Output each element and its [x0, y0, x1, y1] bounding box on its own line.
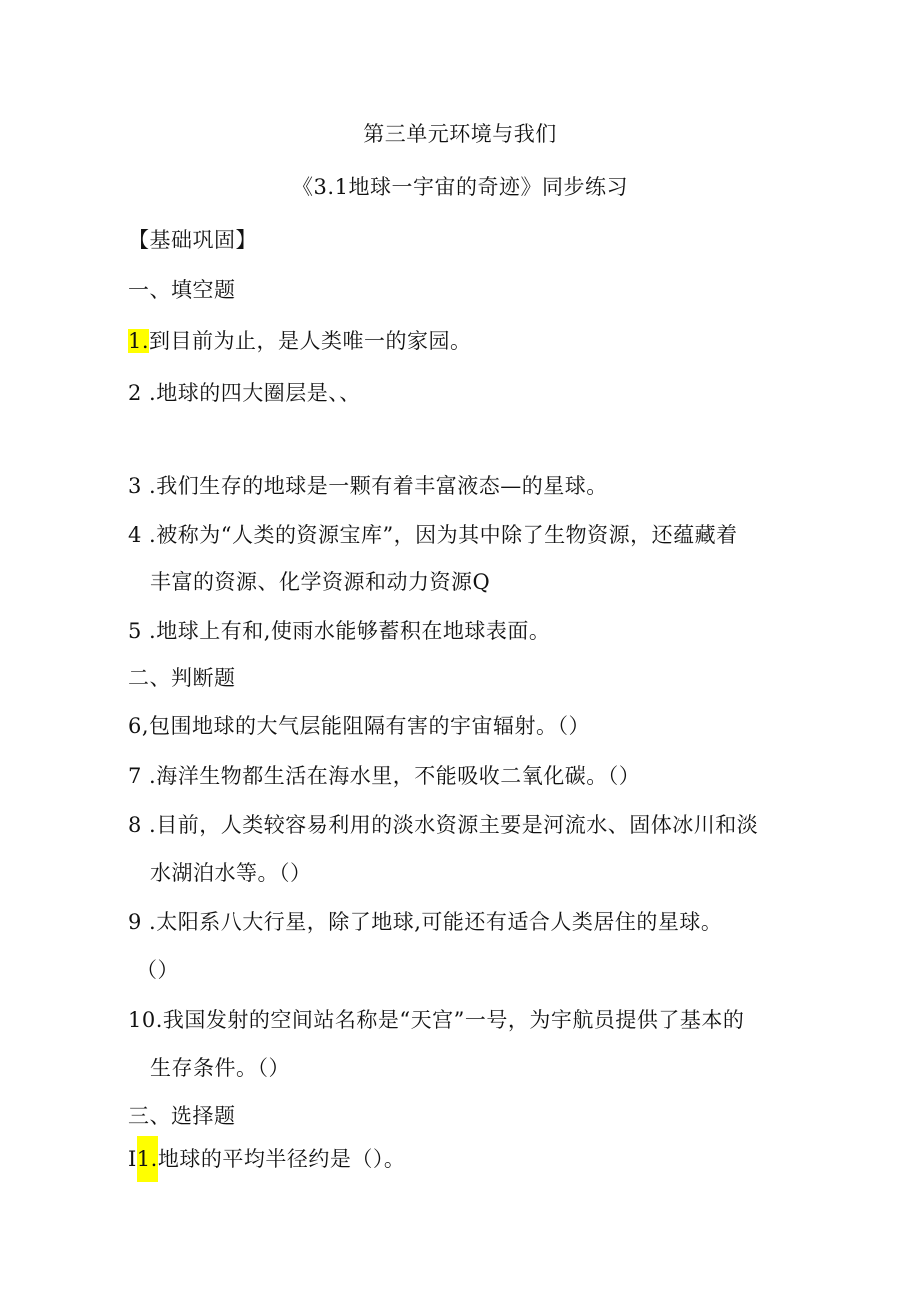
question-5: 5 .地球上有和,使雨水能够蓄积在地球表面。: [128, 619, 551, 643]
question-11-number-highlight: 1.: [137, 1136, 158, 1182]
lesson-title: 《3.1地球一宇宙的奇迹》同步练习: [292, 175, 628, 199]
question-10-line-2: 生存条件。（）: [150, 1056, 290, 1080]
question-4-line-2: 丰富的资源、化学资源和动力资源Q: [150, 570, 491, 594]
judgment-heading: 二、判断题: [128, 666, 236, 690]
question-2: 2 .地球的四大圈层是、、: [128, 381, 361, 405]
question-11: [128, 1136, 405, 1182]
question-8-line-2: 水湖泊水等。（）: [150, 861, 312, 885]
question-9-line-1: 9 .太阳系八大行星，除了地球,可能还有适合人类居住的星球。: [128, 910, 723, 934]
question-10-line-1: 10.我国发射的空间站名称是“天宫”一号，为宇航员提供了基本的: [128, 1008, 745, 1032]
section-basic-heading: 【基础巩固】: [128, 228, 257, 252]
question-1-number-highlight: 1.: [128, 329, 150, 353]
fill-blank-heading: 一、填空题: [128, 278, 236, 302]
question-1-text: 到目前为止，是人类唯一的家园。: [149, 329, 472, 353]
question-6: 6,包围地球的大气层能阻隔有害的宇宙辐射。（）: [128, 714, 591, 738]
question-8-line-1: 8 .目前，人类较容易利用的淡水资源主要是河流水、固体冰川和淡: [128, 813, 759, 837]
question-1: [128, 327, 472, 355]
question-7: 7 .海洋生物都生活在海水里，不能吸收二氧化碳。（）: [128, 764, 641, 788]
unit-title: 第三单元环境与我们: [363, 122, 557, 146]
question-9-line-2: （）: [136, 958, 179, 982]
question-4-line-1: 4 .被称为“人类的资源宝库”，因为其中除了生物资源，还蕴藏着: [128, 523, 738, 547]
question-3: 3 .我们生存的地球是一颗有着丰富液态—的星球。: [128, 474, 608, 498]
question-11-prefix: I: [128, 1147, 137, 1171]
question-11-text: 地球的平均半径约是（）。: [157, 1147, 406, 1171]
multiple-choice-heading: 三、选择题: [128, 1104, 236, 1128]
